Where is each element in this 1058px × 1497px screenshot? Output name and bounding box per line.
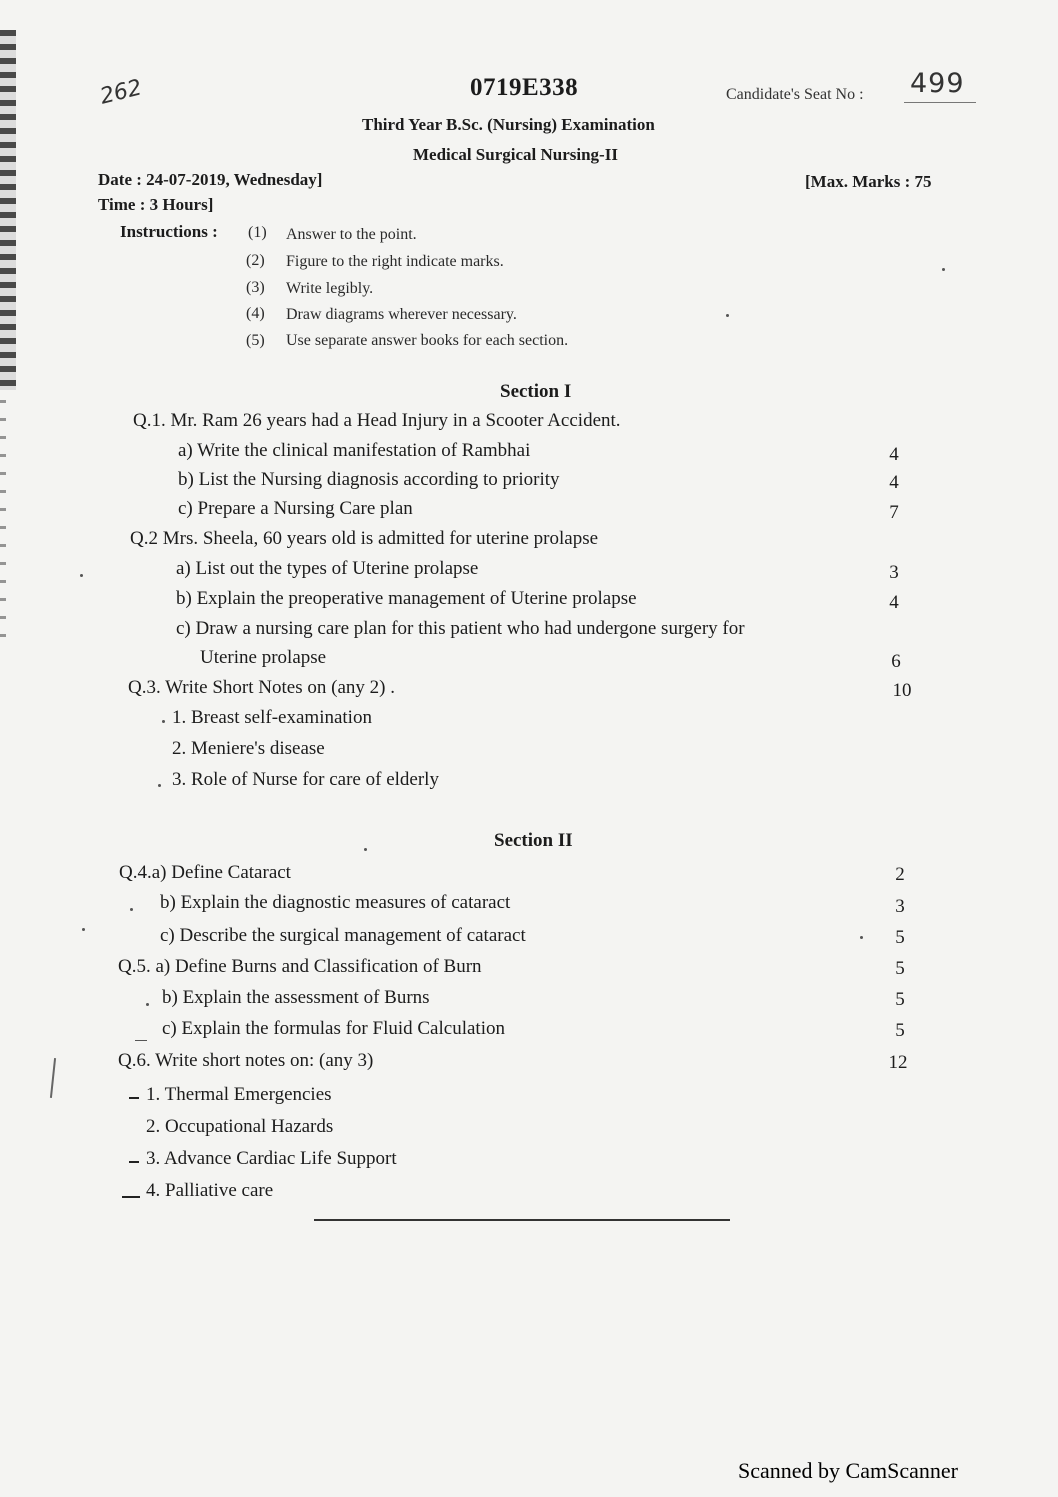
- seat-number-handwritten: 499: [910, 68, 965, 99]
- question-2c: c) Draw a nursing care plan for this patient who had undergone surgery for: [176, 618, 745, 639]
- section-1-title: Section I: [500, 381, 572, 402]
- question-4b: b) Explain the diagnostic measures of cataract: [160, 892, 511, 913]
- question-2b: b) Explain the preoperative management of Uterine prolapse: [176, 588, 637, 609]
- exam-date: Date : 24-07-2019, Wednesday]: [98, 170, 323, 189]
- question-1c-marks: 7: [889, 502, 899, 523]
- question-6-stem: Q.6. Write short notes on: (any 3): [118, 1050, 374, 1071]
- question-6-item: 2. Occupational Hazards: [146, 1116, 334, 1137]
- question-4a: Q.4.a) Define Cataract: [119, 862, 291, 883]
- question-1a: a) Write the clinical manifestation of Rambhai: [178, 440, 531, 461]
- instruction-5: Use separate answer books for each section.: [286, 332, 569, 349]
- question-2a-marks: 3: [889, 562, 899, 583]
- subject-title: Medical Surgical Nursing-II: [413, 145, 618, 164]
- scanner-watermark: Scanned by CamScanner: [738, 1458, 958, 1483]
- question-6-item: 3. Advance Cardiac Life Support: [146, 1148, 397, 1169]
- question-5a-marks: 5: [895, 958, 905, 979]
- question-6-marks: 12: [888, 1052, 908, 1073]
- question-1a-marks: 4: [889, 444, 899, 465]
- instructions-label: Instructions :: [120, 222, 218, 241]
- paper-code: 0719E338: [470, 74, 579, 101]
- handwritten-mark: [122, 1196, 140, 1198]
- exam-title: Third Year B.Sc. (Nursing) Examination: [362, 115, 655, 134]
- question-6-item: 4. Palliative care: [146, 1180, 274, 1201]
- question-3-item: 1. Breast self-examination: [172, 707, 372, 728]
- question-4c: c) Describe the surgical management of cataract: [160, 925, 526, 946]
- question-5a: Q.5. a) Define Burns and Classification of Burn: [118, 956, 482, 977]
- instruction-4-number: (4): [246, 305, 265, 322]
- handwritten-mark: [129, 1161, 139, 1163]
- question-5c: c) Explain the formulas for Fluid Calculation: [162, 1018, 505, 1039]
- instruction-3: Write legibly.: [286, 280, 374, 297]
- handwritten-mark: [129, 1097, 139, 1099]
- question-5b-marks: 5: [895, 989, 905, 1010]
- question-4c-marks: 5: [895, 927, 905, 948]
- scan-edge-artifact: [0, 30, 16, 390]
- question-1-stem: Q.1. Mr. Ram 26 years had a Head Injury in a Scooter Accident.: [133, 410, 621, 431]
- question-3-stem: Q.3. Write Short Notes on (any 2) .: [128, 677, 395, 698]
- instruction-2: Figure to the right indicate marks.: [286, 253, 504, 270]
- question-3-marks: 10: [892, 680, 912, 701]
- question-3-item: 2. Meniere's disease: [172, 738, 325, 759]
- seat-number-underline: [904, 102, 976, 103]
- question-4b-marks: 3: [895, 896, 905, 917]
- handwritten-mark: [135, 1040, 147, 1041]
- question-2-stem: Q.2 Mrs. Sheela, 60 years old is admitted for uterine prolapse: [130, 528, 599, 549]
- instruction-1-number: (1): [248, 224, 267, 241]
- question-1b-marks: 4: [889, 472, 899, 493]
- scan-mark: [50, 1058, 56, 1098]
- max-marks: [Max. Marks : 75: [805, 172, 932, 191]
- instruction-3-number: (3): [246, 279, 265, 296]
- section-2-title: Section II: [494, 830, 573, 851]
- question-4a-marks: 2: [895, 864, 905, 885]
- handwritten-corner-note: 262: [97, 75, 145, 110]
- question-2b-marks: 4: [889, 592, 899, 613]
- question-6-item: 1. Thermal Emergencies: [146, 1084, 332, 1105]
- question-2c-marks: 6: [891, 651, 901, 672]
- question-5b: b) Explain the assessment of Burns: [162, 987, 430, 1008]
- instruction-2-number: (2): [246, 252, 265, 269]
- end-of-paper-rule: [314, 1219, 730, 1221]
- instruction-5-number: (5): [246, 332, 265, 349]
- instruction-1: Answer to the point.: [286, 226, 417, 243]
- question-5c-marks: 5: [895, 1020, 905, 1041]
- instruction-4: Draw diagrams wherever necessary.: [286, 306, 517, 323]
- exam-time: Time : 3 Hours]: [98, 195, 214, 214]
- question-2a: a) List out the types of Uterine prolapse: [176, 558, 479, 579]
- question-2c-continued: Uterine prolapse: [200, 647, 327, 668]
- question-3-item: 3. Role of Nurse for care of elderly: [172, 769, 439, 790]
- scan-edge-artifact-lower: [0, 400, 6, 640]
- question-1c: c) Prepare a Nursing Care plan: [178, 498, 413, 519]
- question-1b: b) List the Nursing diagnosis according to priority: [178, 469, 560, 490]
- seat-number-label: Candidate's Seat No :: [726, 86, 864, 103]
